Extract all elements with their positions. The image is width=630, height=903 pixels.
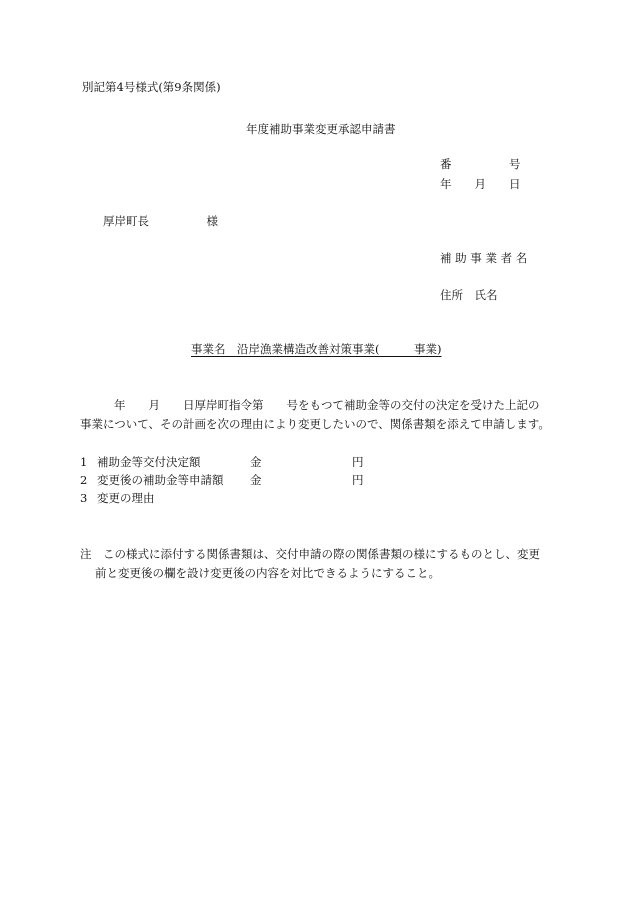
note-line-2: 前と変更後の欄を設け変更後の内容を対比できるようにすること。 [95, 566, 440, 580]
applicant-label: 補 助 事 業 者 名 [440, 251, 528, 265]
item-label: 変更の理由 [97, 491, 155, 505]
number-field-label: 番 号 [440, 157, 521, 171]
note-line-1: 注 この様式に添付する関係書類は、交付申請の際の関係書類の様にするものとし、変更 [80, 547, 540, 561]
item-kin: 金 [250, 473, 262, 487]
addressee: 厚岸町長 様 [103, 214, 218, 228]
item-label: 変更後の補助金等申請額 [97, 473, 224, 487]
project-name-line: 事業名 沿岸漁業構造改善対策事業( 事業) [191, 342, 442, 356]
item-number: 3 [80, 491, 88, 505]
item-number: 2 [80, 473, 88, 487]
item-kin: 金 [250, 455, 262, 469]
form-label: 別記第4号様式(第9条関係) [82, 80, 221, 94]
document-title: 年度補助事業変更承認申請書 [246, 122, 396, 136]
body-paragraph-line-2: 事業について、その計画を次の理由により変更したいので、関係書類を添えて申請します。 [80, 417, 550, 431]
item-yen: 円 [352, 455, 364, 469]
item-number: 1 [80, 455, 88, 469]
item-yen: 円 [352, 473, 364, 487]
item-label: 補助金等交付決定額 [97, 455, 201, 469]
address-name-label: 住所 氏名 [440, 288, 498, 302]
date-field-label: 年 月 日 [440, 177, 521, 191]
body-paragraph-line-1: 年 月 日厚岸町指令第 号をもつて補助金等の交付の決定を受けた上記の [114, 398, 540, 412]
